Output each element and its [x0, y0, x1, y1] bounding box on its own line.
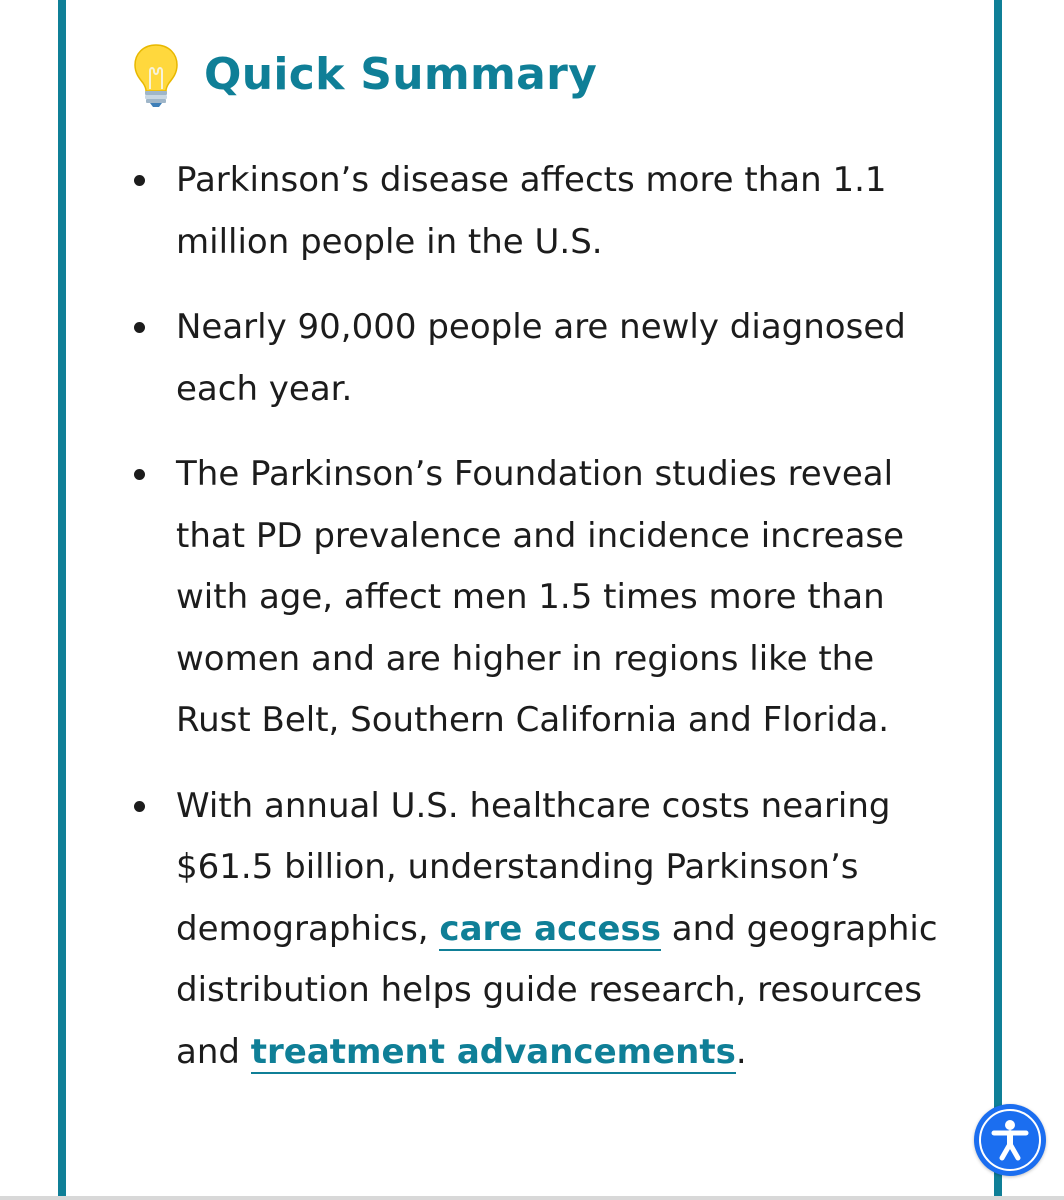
bullet-text: Parkinson’s disease affects more than 1.1 million people in the U.S.	[176, 160, 887, 262]
bullet-text-part: With annual U.S. healthcare costs nearing $61.5 billion, understanding Parkinson’s demographics,	[176, 785, 891, 949]
lightbulb-icon	[130, 41, 182, 109]
list-item	[126, 297, 956, 420]
quick-summary-title: Quick Summary	[204, 49, 598, 100]
bullet-icon	[134, 175, 145, 186]
list-item	[126, 150, 956, 273]
list-item	[126, 776, 956, 1084]
summary-bullet-list	[126, 150, 956, 1107]
treatment-advancements-link[interactable]: treatment advancements	[250, 1031, 736, 1072]
bullet-text-part: and geographic distribution helps guide research, resources and	[176, 908, 938, 1072]
bullet-text: Nearly 90,000 people are newly diagnosed each year.	[176, 307, 906, 409]
bullet-icon	[134, 801, 145, 812]
accessibility-ring	[979, 1109, 1041, 1171]
bullet-text: The Parkinson’s Foundation studies reveal that PD prevalence and incidence increase with age, affect men 1.5 times more than women and are higher in regions like the Rust Belt, Southern California and Florida.	[176, 454, 905, 740]
care-access-link[interactable]: care access	[439, 908, 661, 949]
quick-summary-heading	[130, 40, 597, 110]
list-item	[126, 444, 956, 752]
bullet-text-part: .	[735, 1031, 747, 1072]
accessibility-button[interactable]	[974, 1104, 1046, 1176]
bullet-icon	[134, 322, 145, 333]
bullet-icon	[134, 469, 145, 480]
bottom-divider	[0, 1196, 1064, 1200]
